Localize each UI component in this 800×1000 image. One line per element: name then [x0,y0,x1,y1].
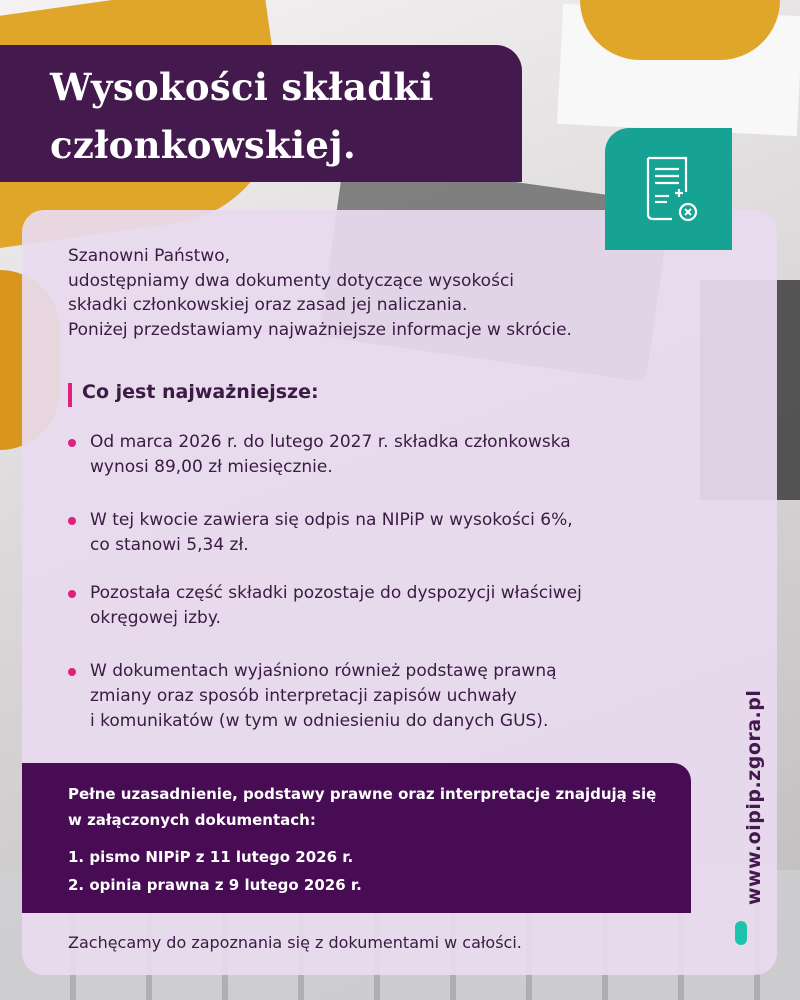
list-item-line: i komunikatów (w tym w odniesieniu do danych GUS). [90,711,549,731]
list-item-line: wynosi 89,00 zł miesięcznie. [90,457,333,477]
accent-pill [735,921,747,945]
bullet-dot-icon [68,439,76,447]
title-line: członkowskiej. [50,123,357,167]
bullet-dot-icon [68,517,76,525]
section-heading: Co jest najważniejsze: [82,381,319,403]
list-item-line: zmiany oraz sposób interpretacji zapisów uchwały [90,686,517,706]
title-line: Wysokości składki [50,65,434,109]
document-item: 1. pismo NIPiP z 11 lutego 2026 r. [68,848,354,866]
footer-text: Zachęcamy do zapoznania się z dokumentami w całości. [68,933,522,952]
list-item-line: co stanowi 5,34 zł. [90,535,249,555]
intro-line: składki członkowskiej oraz zasad jej naliczania. [68,295,468,315]
intro-line: udostępniamy dwa dokumenty dotyczące wysokości [68,270,515,291]
list-item-line: okręgowej izby. [90,608,221,628]
intro-line: Poniżej przedstawiamy najważniejsze informacje w skrócie. [68,319,572,340]
list-item [68,581,668,631]
list-item-line: Pozostała część składki pozostaje do dyspozycji właściwej [90,583,582,603]
bullet-dot-icon [68,668,76,676]
list-item-line: W dokumentach wyjaśniono również podstawę prawną [90,661,557,681]
bullet-dot-icon [68,590,76,598]
website-link[interactable]: www.oipip.zgora.pl [743,689,765,905]
list-item [68,508,668,558]
intro-paragraph [68,244,668,342]
note-line: Pełne uzasadnienie, podstawy prawne oraz interpretacje znajdują się [68,785,657,803]
note-line: w załączonych dokumentach: [68,811,316,829]
document-item: 2. opinia prawna z 9 lutego 2026 r. [68,876,362,894]
list-item [68,430,668,480]
bg-shape [580,0,780,60]
document-plus-x-icon [642,156,700,222]
page-title [50,58,434,174]
list-item [68,659,668,734]
intro-line: Szanowni Państwo, [68,246,231,266]
list-item-line: W tej kwocie zawiera się odpis na NIPiP w wysokości 6%, [90,510,573,530]
document-icon-badge [605,128,732,250]
list-item-line: Od marca 2026 r. do lutego 2027 r. składka członkowska [90,432,571,452]
heading-accent-bar [68,383,72,407]
